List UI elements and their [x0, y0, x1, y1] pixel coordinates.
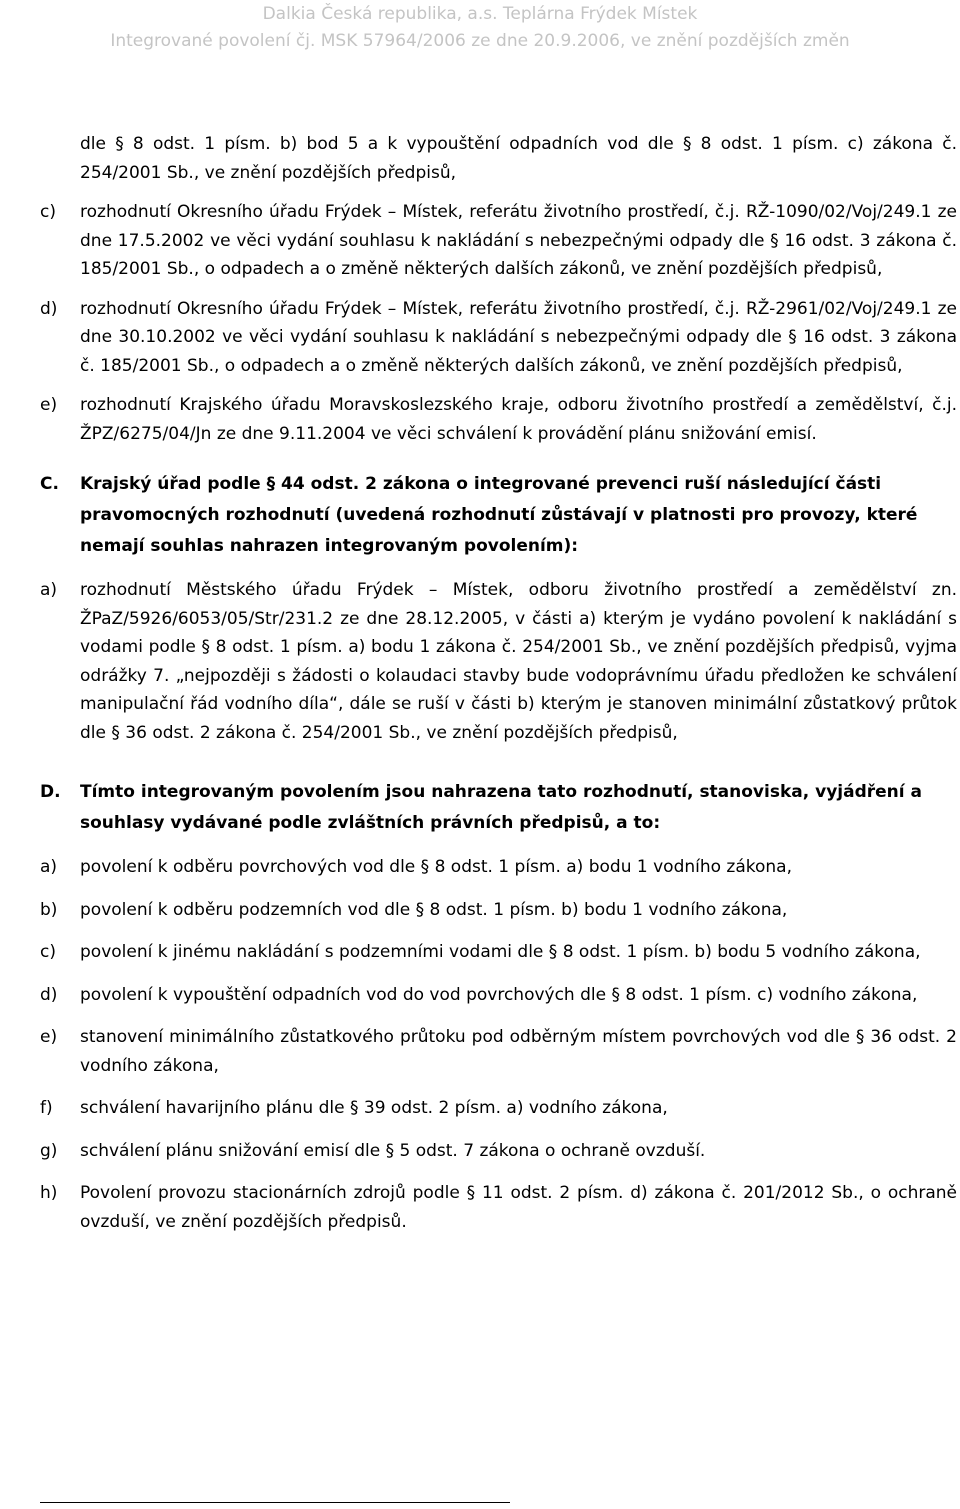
list-item [40, 896, 957, 925]
section-heading-text: Tímto integrovaným povolením jsou nahrazena tato rozhodnutí, stanoviska, vyjádření a souhlasy vydávané podle zvláštních právních předpisů, a to: [80, 782, 922, 833]
item-label: e) [40, 1027, 58, 1047]
item-label: e) [40, 395, 58, 415]
section-label: D. [40, 782, 61, 802]
item-text: schválení plánu snižování emisí dle § 5 odst. 7 zákona o ochraně ovzduší. [80, 1140, 706, 1161]
list-item [40, 1094, 957, 1123]
item-text: povolení k odběru povrchových vod dle § 8 odst. 1 písm. a) bodu 1 vodního zákona, [80, 857, 793, 877]
item-text: povolení k jinému nakládání s podzemními vodami dle § 8 odst. 1 písm. b) bodu 5 vodního zákona, [80, 942, 921, 962]
item-text: rozhodnutí Městského úřadu Frýdek – Místek, odboru životního prostředí a zemědělství zn. ŽPaZ/5926/6053/05/Str/231.2 ze dne 28.12.2005, v části a) kterým je vydáno povolení k nakládání s vodami podle § 8 odst. 1 písm. a) bodu 1 zákona č. 254/2001 Sb., ve znění pozdějších předpisů, vyjma odrážky 7. „nejpozději s žádosti o kolaudaci stavby bude vodoprávnímu úřadu předložen ke schválení manipulační řád vodního díla“, dále se ruší v části b) kterým je stanoven minimální zůstatkový průtok dle § 36 odst. 2 zákona č. 254/2001 Sb., ve znění pozdějších předpisů, [80, 580, 957, 743]
section-label: C. [40, 474, 59, 494]
list-item [40, 981, 957, 1010]
item-label: d) [40, 298, 58, 319]
list-item [40, 1023, 957, 1080]
item-label: f) [40, 1098, 53, 1118]
header-company: Dalkia Česká republika, a.s. Teplárna Frýdek Místek [262, 4, 698, 24]
list-item [40, 391, 957, 448]
list-item [40, 1179, 957, 1236]
list-item [40, 295, 957, 381]
item-text: povolení k vypouštění odpadních vod do vod povrchových dle § 8 odst. 1 písm. c) vodního zákona, [80, 984, 918, 1005]
section-heading-text: Krajský úřad podle § 44 odst. 2 zákona o integrované prevenci ruší následující části pravomocných rozhodnutí (uvedená rozhodnutí zůstávají v platnosti pro provozy, které nemají souhlas nahrazen integrovaným povolením): [80, 474, 918, 556]
item-text: stanovení minimálního zůstatkového průtoku pod odběrným místem povrchových vod dle § 36 odst. 2 vodního zákona, [80, 1027, 957, 1076]
item-text: rozhodnutí Krajského úřadu Moravskoslezského kraje, odboru životního prostředí a zemědělství, č.j. ŽPZ/6275/04/Jn ze dne 9.11.2004 ve věci schválení k provádění plánu snižování emisí. [80, 395, 957, 444]
section-c-heading [40, 469, 957, 562]
item-label: c) [40, 202, 56, 222]
footnote-rule [40, 1502, 510, 1503]
item-label: a) [40, 580, 58, 600]
list-item [40, 576, 957, 747]
item-text: rozhodnutí Okresního úřadu Frýdek – Místek, referátu životního prostředí, č.j. RŽ-1090/02/Voj/249.1 ze dne 17.5.2002 ve věci vydání souhlasu k nakládání s nebezpečnými odpady dle § 16 odst. 3 zákona č. 185/2001 Sb., o odpadech a o změně některých dalších zákonů, ve znění pozdějších předpisů, [80, 202, 957, 279]
list-item [40, 853, 957, 882]
item-label: g) [40, 1140, 58, 1161]
list-item [40, 198, 957, 284]
item-text: rozhodnutí Okresního úřadu Frýdek – Místek, referátu životního prostředí, č.j. RŽ-2961/02/Voj/249.1 ze dne 30.10.2002 ve věci vydání souhlasu k nakládání s nebezpečnými odpady dle § 16 odst. 3 zákona č. 185/2001 Sb., o odpadech a o změně některých dalších zákonů, ve znění pozdějších předpisů, [80, 298, 957, 376]
item-text: povolení k odběru podzemních vod dle § 8 odst. 1 písm. b) bodu 1 vodního zákona, [80, 899, 788, 920]
item-label: c) [40, 942, 56, 962]
section-d-heading [40, 777, 957, 839]
item-label: h) [40, 1183, 58, 1203]
header-permit: Integrované povolení čj. MSK 57964/2006 ze dne 20.9.2006, ve znění pozdějších změn [110, 31, 850, 51]
item-label: d) [40, 984, 58, 1005]
item-text: schválení havarijního plánu dle § 39 odst. 2 písm. a) vodního zákona, [80, 1098, 668, 1118]
item-label: b) [40, 899, 58, 920]
list-item [40, 938, 957, 967]
list-item [40, 1137, 957, 1166]
item-label: a) [40, 857, 58, 877]
document-body [40, 130, 957, 1236]
item-text: Povolení provozu stacionárních zdrojů podle § 11 odst. 2 písm. d) zákona č. 201/2012 Sb., o ochraně ovzduší, ve znění pozdějších předpisů. [80, 1183, 957, 1232]
continuation-paragraph: dle § 8 odst. 1 písm. b) bod 5 a k vypouštění odpadních vod dle § 8 odst. 1 písm. c) zákona č. 254/2001 Sb., ve znění pozdějších předpisů, [80, 134, 957, 183]
